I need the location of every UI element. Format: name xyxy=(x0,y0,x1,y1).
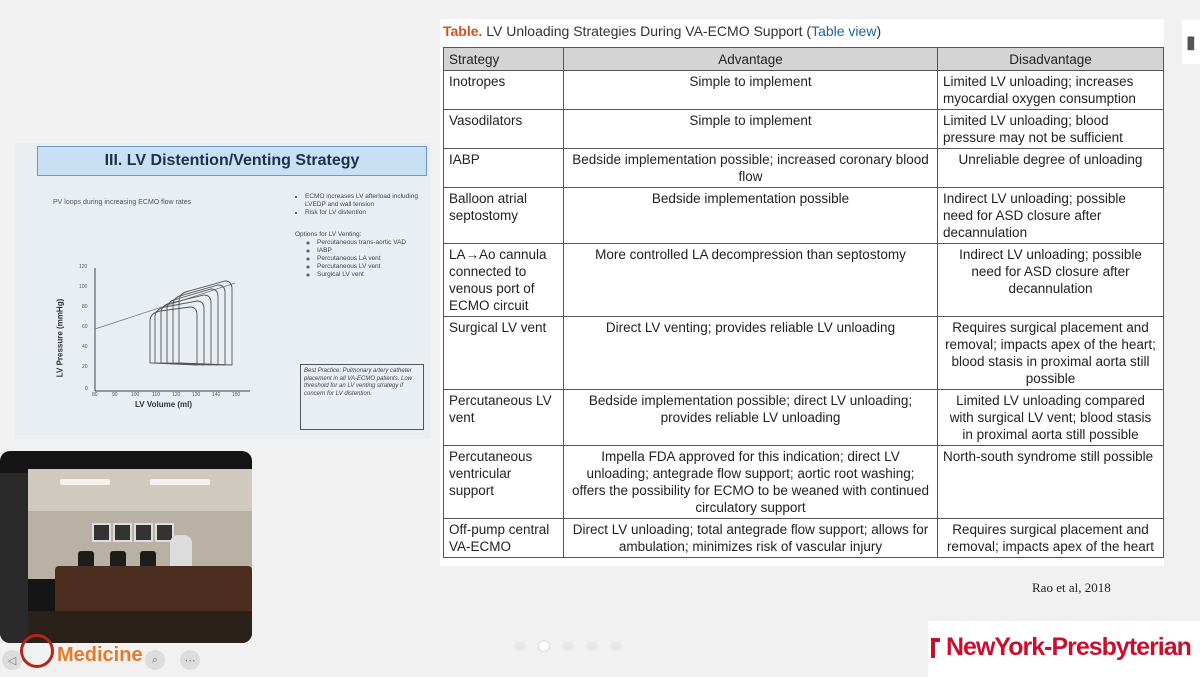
table-panel xyxy=(440,19,1164,566)
options-heading: Options for LV Venting: xyxy=(295,231,362,238)
x-tick: 80 xyxy=(92,392,98,398)
advantage-cell: Direct LV unloading; total antegrade flow support; allows for ambulation; minimizes risk of vascular injury xyxy=(564,519,938,558)
video-wall-picture xyxy=(113,523,132,542)
advantage-cell: Simple to implement xyxy=(564,71,938,110)
option-item: ◦ Percutaneous LA vent xyxy=(317,255,425,263)
back-icon[interactable]: ◁ xyxy=(2,650,22,670)
x-tick: 110 xyxy=(152,392,160,398)
advantage-cell: Bedside implementation possible xyxy=(564,188,938,244)
carousel-dots xyxy=(515,641,621,651)
header-disadvantage: Disadvantage xyxy=(938,48,1164,71)
pv-loop-plot xyxy=(65,263,255,413)
video-door xyxy=(0,473,28,643)
slide-subtitle: PV loops during increasing ECMO flow rates xyxy=(53,199,192,206)
header-strategy: Strategy xyxy=(444,48,564,71)
strategy-cell: Percutaneous ventricular support xyxy=(444,446,564,519)
table-row xyxy=(444,110,1164,149)
strategy-cell: Off-pump central VA-ECMO xyxy=(444,519,564,558)
y-tick: 120 xyxy=(79,264,88,270)
video-ceiling-light xyxy=(60,479,110,485)
carousel-dot[interactable] xyxy=(515,641,525,651)
strategy-cell: Vasodilators xyxy=(444,110,564,149)
strategy-cell: LA→Ao cannula connected to venous port of ECMO circuit xyxy=(444,244,564,317)
table-row xyxy=(444,317,1164,390)
y-tick: 40 xyxy=(82,344,88,350)
video-wall-picture xyxy=(92,523,111,542)
disadvantage-cell: North-south syndrome still possible xyxy=(938,446,1164,519)
table-row xyxy=(444,446,1164,519)
advantage-cell: Direct LV venting; provides reliable LV unloading xyxy=(564,317,938,390)
disadvantage-cell: Unreliable degree of unloading xyxy=(938,149,1164,188)
carousel-dot[interactable] xyxy=(563,641,573,651)
strategy-cell: Percutaneous LV vent xyxy=(444,390,564,446)
table-view-link[interactable]: Table view xyxy=(811,23,877,39)
slide-bullets xyxy=(295,193,425,279)
table-header-row xyxy=(444,48,1164,71)
strategy-cell: IABP xyxy=(444,149,564,188)
caption-label: Table. xyxy=(443,23,483,39)
option-item: ◦ Percutaneous LV vent xyxy=(317,263,425,271)
left-logo: Medicine xyxy=(57,644,143,666)
advantage-cell: Bedside implementation possible; direct LV unloading; provides reliable LV unloading xyxy=(564,390,938,446)
strategy-cell: Surgical LV vent xyxy=(444,317,564,390)
x-tick: 120 xyxy=(172,392,181,398)
strategy-cell: Inotropes xyxy=(444,71,564,110)
best-practice-box: Best Practice: Pulmonary artery catheter placement in all VA-ECMO patients. Low threshold for an LV venting strategy if concern for LV distention. xyxy=(300,364,424,430)
strategy-cell: Balloon atrial septostomy xyxy=(444,188,564,244)
disadvantage-cell: Limited LV unloading; increases myocardial oxygen consumption xyxy=(938,71,1164,110)
caption-end: ) xyxy=(876,23,882,39)
caption-text: LV Unloading Strategies During VA-ECMO Support ( xyxy=(482,23,812,39)
y-axis-label: LV Pressure (mmHg) xyxy=(55,298,65,378)
table-row xyxy=(444,244,1164,317)
nyp-mark-icon xyxy=(931,638,940,658)
y-tick: 0 xyxy=(85,386,88,392)
carousel-dot-active[interactable] xyxy=(539,641,549,651)
y-tick: 100 xyxy=(79,284,88,290)
video-person xyxy=(170,535,192,569)
expand-icon[interactable]: ▮ xyxy=(1182,20,1200,64)
table-caption xyxy=(443,23,881,39)
disadvantage-cell: Limited LV unloading; blood pressure may not be sufficient xyxy=(938,110,1164,149)
option-item: ◦ Percutaneous trans-aortic VAD xyxy=(317,239,425,247)
table-row xyxy=(444,390,1164,446)
x-tick: 130 xyxy=(192,392,201,398)
video-floor xyxy=(28,611,252,643)
option-item: ◦ Surgical LV vent xyxy=(317,271,425,279)
y-tick: 60 xyxy=(82,324,88,330)
y-tick: 20 xyxy=(82,364,88,370)
video-wall-picture xyxy=(134,523,153,542)
table-row xyxy=(444,188,1164,244)
nyp-logo xyxy=(928,621,1200,677)
lecture-slide xyxy=(15,143,430,439)
carousel-dot[interactable] xyxy=(611,641,621,651)
wcm-seal-icon xyxy=(20,634,54,668)
more-icon[interactable]: ⋯ xyxy=(180,650,200,670)
nyp-logo-text: NewYork-Presbyterian xyxy=(946,633,1191,661)
option-item: ◦ IABP xyxy=(317,247,425,255)
x-tick: 90 xyxy=(112,392,118,398)
table-row xyxy=(444,149,1164,188)
video-ceiling xyxy=(28,469,252,511)
header-advantage: Advantage xyxy=(564,48,938,71)
disadvantage-cell: Indirect LV unloading; possible need for ASD closure after decannulation xyxy=(938,188,1164,244)
disadvantage-cell: Limited LV unloading compared with surgical LV vent; blood stasis in proximal aorta still possible xyxy=(938,390,1164,446)
advantage-cell: Simple to implement xyxy=(564,110,938,149)
slide-title: III. LV Distention/Venting Strategy xyxy=(37,146,427,176)
table-row xyxy=(444,71,1164,110)
y-tick: 80 xyxy=(82,304,88,310)
x-axis-label: LV Volume (ml) xyxy=(135,400,193,409)
table-row xyxy=(444,519,1164,558)
citation: Rao et al, 2018 xyxy=(1032,580,1111,595)
advantage-cell: More controlled LA decompression than septostomy xyxy=(564,244,938,317)
webcam-video[interactable] xyxy=(0,451,252,643)
zoom-icon[interactable]: ⌕ xyxy=(145,650,165,670)
carousel-dot[interactable] xyxy=(587,641,597,651)
advantage-cell: Bedside implementation possible; increased coronary blood flow xyxy=(564,149,938,188)
bullet-item: • Risk for LV distention xyxy=(305,209,425,217)
disadvantage-cell: Indirect LV unloading; possible need for ASD closure after decannulation xyxy=(938,244,1164,317)
x-tick: 140 xyxy=(212,392,221,398)
x-tick: 150 xyxy=(232,392,241,398)
bullet-item: • ECMO increases LV afterload including LVEDP and wall tension xyxy=(305,193,425,209)
disadvantage-cell: Requires surgical placement and removal; impacts apex of the heart; blood stasis in proximal aorta still possible xyxy=(938,317,1164,390)
x-tick: 100 xyxy=(131,392,140,398)
disadvantage-cell: Requires surgical placement and removal; impacts apex of the heart xyxy=(938,519,1164,558)
strategy-table xyxy=(443,47,1164,558)
video-ceiling-light xyxy=(150,479,210,485)
advantage-cell: Impella FDA approved for this indication; direct LV unloading; antegrade flow support; aortic root washing; offers the possibility for ECMO to be weaned with continued circulatory support xyxy=(564,446,938,519)
